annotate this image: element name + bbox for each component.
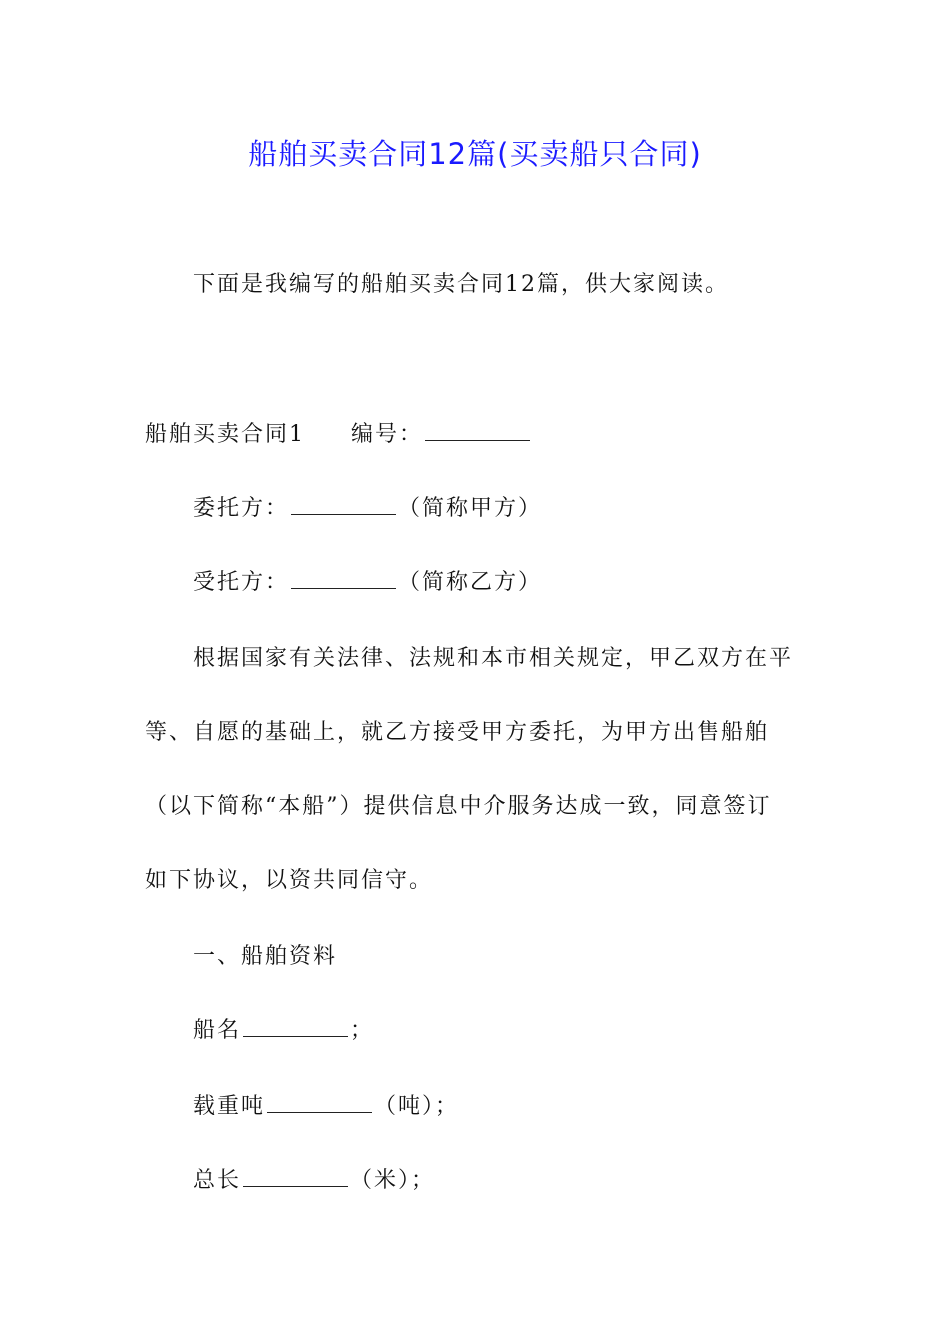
length-label: 总长 — [193, 1168, 242, 1193]
principal-suffix: （简称甲方） — [398, 496, 543, 521]
principal-label: 委托方： — [193, 496, 290, 521]
length-line — [193, 1166, 435, 1196]
ship-name-blank — [243, 1016, 348, 1037]
agent-label: 受托方： — [193, 570, 290, 595]
agent-line — [193, 568, 542, 598]
ship-name-suffix: ； — [350, 1018, 375, 1043]
intro-paragraph: 下面是我编写的船舶买卖合同12篇，供大家阅读。 — [193, 272, 729, 297]
tonnage-suffix: （吨）； — [374, 1094, 460, 1119]
tonnage-blank — [267, 1092, 372, 1113]
document-title: 船舶买卖合同12篇(买卖船只合同) — [248, 137, 702, 171]
principal-blank — [291, 494, 396, 515]
ship-name-line — [193, 1016, 374, 1046]
contract-heading-line — [145, 420, 532, 450]
length-blank — [243, 1166, 348, 1187]
length-suffix: （米）； — [350, 1168, 436, 1193]
principal-line — [193, 494, 542, 524]
agent-suffix: （简称乙方） — [398, 570, 543, 595]
tonnage-line — [193, 1092, 459, 1122]
contract-heading: 船舶买卖合同1 — [145, 422, 305, 447]
paragraph-line-3: （以下简称“本船”）提供信息中介服务达成一致，同意签订 — [145, 794, 772, 819]
ship-name-label: 船名 — [193, 1018, 242, 1043]
number-label: 编号： — [351, 422, 424, 447]
paragraph-line-2: 等、自愿的基础上，就乙方接受甲方委托，为甲方出售船舶 — [145, 720, 770, 745]
section-heading: 一、船舶资料 — [193, 944, 338, 969]
number-blank — [425, 420, 530, 441]
paragraph-line-1: 根据国家有关法律、法规和本市相关规定，甲乙双方在平 — [193, 646, 794, 671]
tonnage-label: 载重吨 — [193, 1094, 266, 1119]
paragraph-line-4: 如下协议，以资共同信守。 — [145, 868, 434, 893]
agent-blank — [291, 568, 396, 589]
